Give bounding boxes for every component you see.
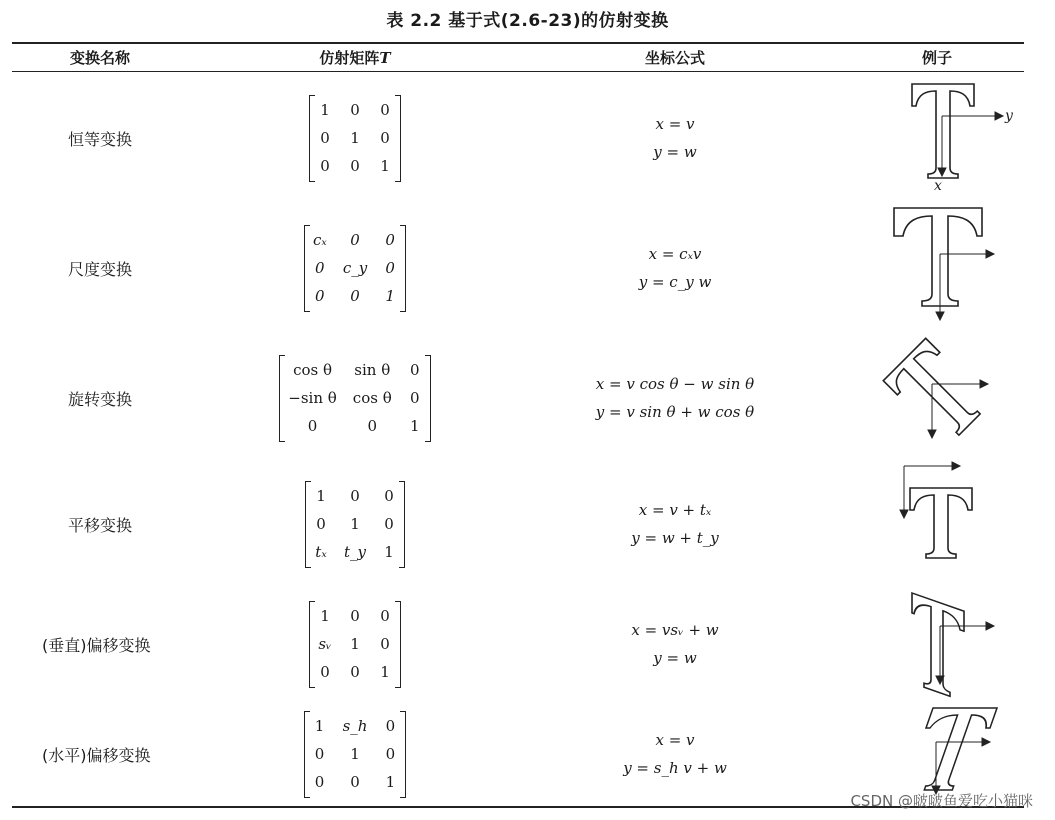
example-rotation	[862, 332, 1012, 464]
table-row	[0, 332, 1055, 464]
header-affine-matrix: 仿射矩阵T	[319, 49, 391, 67]
coordinate-formula: x = vsᵥ + w y = w	[631, 621, 719, 667]
example-identity	[862, 72, 1012, 204]
transform-name: 旋转变换	[67, 389, 132, 409]
transform-name: (垂直)偏移变换	[42, 635, 151, 655]
table-top-rule	[12, 42, 1024, 44]
affine-matrix: 1 0 0 0 1 0 0 0 1	[309, 96, 401, 181]
affine-matrix: cos θ sin θ 0 −sin θ cos θ 0 0 0 1	[279, 356, 430, 441]
watermark: CSDN @啵啵鱼爱吃小猫咪	[850, 792, 1033, 810]
affine-matrix: 1 s_h 0 0 1 0 0 0 1	[304, 712, 407, 797]
coordinate-formula: x = cₓv y = c_y w	[638, 245, 712, 291]
table-row	[0, 458, 1055, 590]
header-transform-name: 变换名称	[69, 49, 130, 67]
affine-matrix: cₓ 0 0 0 c_y 0 0 0 1	[304, 226, 406, 311]
transform-name: 尺度变换	[67, 259, 132, 279]
letter-t-glyph	[910, 488, 972, 558]
example-scaling	[862, 202, 1012, 334]
transform-name: (水平)偏移变换	[42, 745, 151, 765]
header-coordinate-formula: 坐标公式	[644, 49, 705, 67]
letter-t-glyph	[904, 708, 997, 790]
letter-t-glyph	[894, 208, 982, 306]
letter-t-glyph	[912, 84, 974, 178]
coordinate-formula: x = v y = s_h v + w	[623, 731, 727, 777]
transform-name: 恒等变换	[67, 129, 132, 149]
table-row	[0, 72, 1055, 204]
affine-matrix: 1 0 0 0 1 0 tₓ t_y 1	[305, 482, 405, 567]
axis-label-y: y	[1005, 108, 1013, 124]
axis-label-x: x	[934, 178, 942, 194]
example-translation	[862, 458, 1012, 590]
table-row	[0, 202, 1055, 334]
header-example: 例子	[921, 49, 952, 67]
transform-name: 平移变换	[67, 515, 132, 535]
letter-t-glyph	[883, 338, 990, 445]
coordinate-formula: x = v cos θ − w sin θ y = v sin θ + w cos θ	[595, 375, 755, 421]
affine-matrix: 1 0 0 sᵥ 1 0 0 0 1	[309, 602, 401, 687]
coordinate-formula: x = v + tₓ y = w + t_y	[631, 501, 719, 547]
letter-t-glyph	[912, 593, 964, 701]
coordinate-formula: x = v y = w	[653, 115, 697, 161]
table-caption: 表 2.2 基于式(2.6-23)的仿射变换	[386, 11, 669, 31]
